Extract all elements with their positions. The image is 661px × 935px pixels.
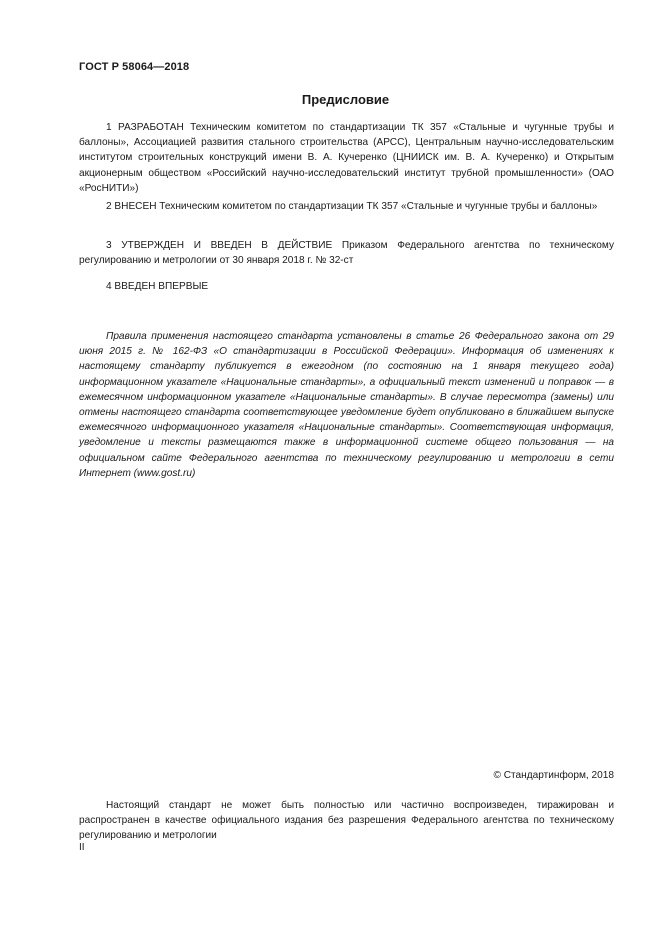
reproduction-notice: Настоящий стандарт не может быть полностью или частично воспроизведен, тиражирован и распространен в качестве официального издания без разрешения Федерального агентства по техническому регулированию и метрологии — [79, 800, 614, 842]
paragraph-developed: 1 РАЗРАБОТАН Техническим комитетом по стандартизации ТК 357 «Стальные и чугунные трубы и баллоны», Ассоциацией развития стального строительства (АРСС), Центральным научно-исследовательским институтом строительных конструкций имени В. А. Кучеренко (ЦНИИСК им. В. А. Кучеренко) и Открытым акционерным обществом «Российский научно-исследовательский институт трубной промышленности» (ОАО «РосНИТИ») — [79, 122, 614, 194]
paragraph-approved: 3 УТВЕРЖДЕН И ВВЕДЕН В ДЕЙСТВИЕ Приказом Федерального агентства по техническому регулированию и метрологии от 30 января 2018 г. № 32-ст — [79, 240, 614, 267]
page-title: Предисловие — [301, 92, 390, 107]
paragraph-first-introduced: 4 ВВЕДЕН ВПЕРВЫЕ — [106, 281, 209, 292]
page-number: II — [79, 842, 85, 853]
application-rules-notice: Правила применения настоящего стандарта установлены в статье 26 Федерального закона от 29 июня 2015 г. № 162-ФЗ «О стандартизации в Российской Федерации». Информация об изменениях к настоящему стандарту публикуется в ежегодном (по состоянию на 1 января текущего года) информационном указателе «Национальные стандарты», а официальный текст изменений и поправок — в ежемесячном информационном указателе «Национальные стандарты». В случае пересмотра (замены) или отмены настоящего стандарта соответствующее уведомление будет опубликовано в ближайшем выпуске ежемесячного информационного указателя «Национальные стандарты». Соответствующая информация, уведомление и тексты размещаются также в информационной системе общего пользования — на официальном сайте Федерального агентства по техническому регулированию и метрологии в сети Интернет (www.gost.ru) — [79, 331, 614, 479]
document-code: ГОСТ Р 58064—2018 — [79, 61, 190, 73]
copyright-line: © Стандартинформ, 2018 — [493, 770, 614, 781]
paragraph-introduced: 2 ВНЕСЕН Техническим комитетом по стандартизации ТК 357 «Стальные и чугунные трубы и баллоны» — [106, 201, 598, 212]
